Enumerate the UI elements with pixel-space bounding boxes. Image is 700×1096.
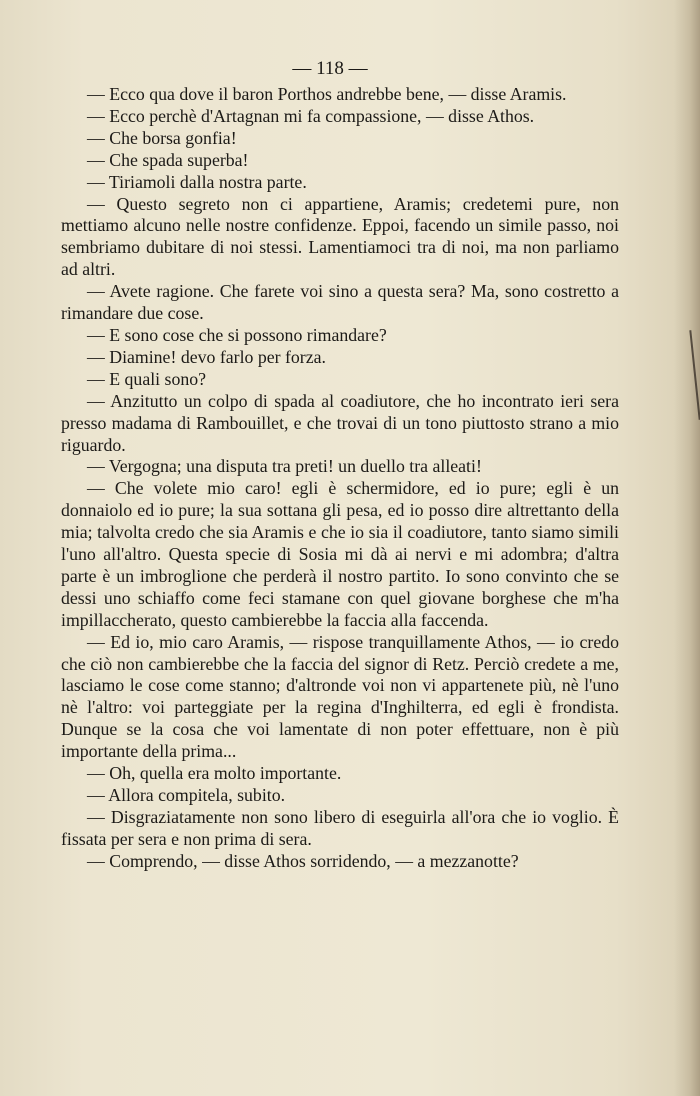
paragraph-18: — Comprendo, — disse Athos sorridendo, — a mezzanotte?	[87, 850, 519, 871]
paragraph-9: — Diamine! devo farlo per forza.	[87, 346, 326, 367]
paragraph-17: — Disgraziatamente non sono libero di eseguirla all'ora che io voglio. È fissata per sera e non prima di sera.	[61, 806, 619, 849]
paragraph-4: — Che spada superba!	[87, 149, 249, 170]
paragraph-7: — Avete ragione. Che farete voi sino a questa sera? Ma, sono costretto a rimandare due cose.	[61, 281, 619, 324]
page-edge-shadow	[674, 0, 700, 1096]
page-number: — 118 —	[292, 58, 368, 79]
paragraph-1: — Ecco qua dove il baron Porthos andrebbe bene, — disse Aramis.	[87, 84, 567, 104]
paragraph-5: — Tiriamoli dalla nostra parte.	[87, 171, 307, 192]
paragraph-13: — Che volete mio caro! egli è schermidore, ed io pure; egli è un donnaiolo ed io pure; la sua sottana gli pesa, ed io posso dire altrettanto della mia; talvolta credo che sia Aramis e che io sia il coadiutore, tanto siamo simili l'uno all'altro. Questa specie di Sosia mi dà ai nervi e mi adombra; d'altra parte è un imbroglione che perderà il nostro partito. Io sono convinto che se dessi uno schiaffo come feci stamane con quel giovane borghese che m'ha impillaccherato, questo cambierebbe la faccia alla faccenda.	[61, 478, 619, 630]
paragraph-16: — Allora compitela, subito.	[87, 785, 286, 805]
paragraph-15: — Oh, quella era molto importante.	[87, 763, 342, 784]
paragraph-6: — Questo segreto non ci appartiene, Aramis; credetemi pure, non mettiamo alcuno nelle nostre confidenze. Eppoi, facendo un simile passo, noi sembriamo dubitare di noi stessi. Lamentiamoci tra di noi, ma non parliamo ad altri.	[61, 193, 619, 280]
paragraph-11: — Anzitutto un colpo di spada al coadiutore, che ho incontrato ieri sera presso madama di Rambouillet, e che trovai di un tono piuttosto strano a mio riguardo.	[61, 390, 619, 455]
paragraph-12: — Vergogna; una disputa tra preti! un duello tra alleati!	[87, 456, 482, 477]
paragraph-14: — Ed io, mio caro Aramis, — rispose tranquillamente Athos, — io credo che ciò non cambierebbe che la faccia del signor di Retz. Perciò credete a me, lasciamo le cose come stanno; d'altronde voi non vi appartenete più, nè l'uno nè l'altro: voi parteggiate per la regina d'Inghilterra, ed egli è frondista. Dunque se la cosa che voi lamentate di non poter effettuare, non è più importante della prima...	[61, 631, 619, 762]
paragraph-3: — Che borsa gonfia!	[87, 127, 237, 148]
paragraph-8: — E sono cose che si possono rimandare?	[87, 324, 387, 345]
paragraph-10: — E quali sono?	[87, 368, 207, 389]
paragraph-2: — Ecco perchè d'Artagnan mi fa compassione, — disse Athos.	[87, 105, 535, 126]
page-body-text	[61, 84, 619, 873]
